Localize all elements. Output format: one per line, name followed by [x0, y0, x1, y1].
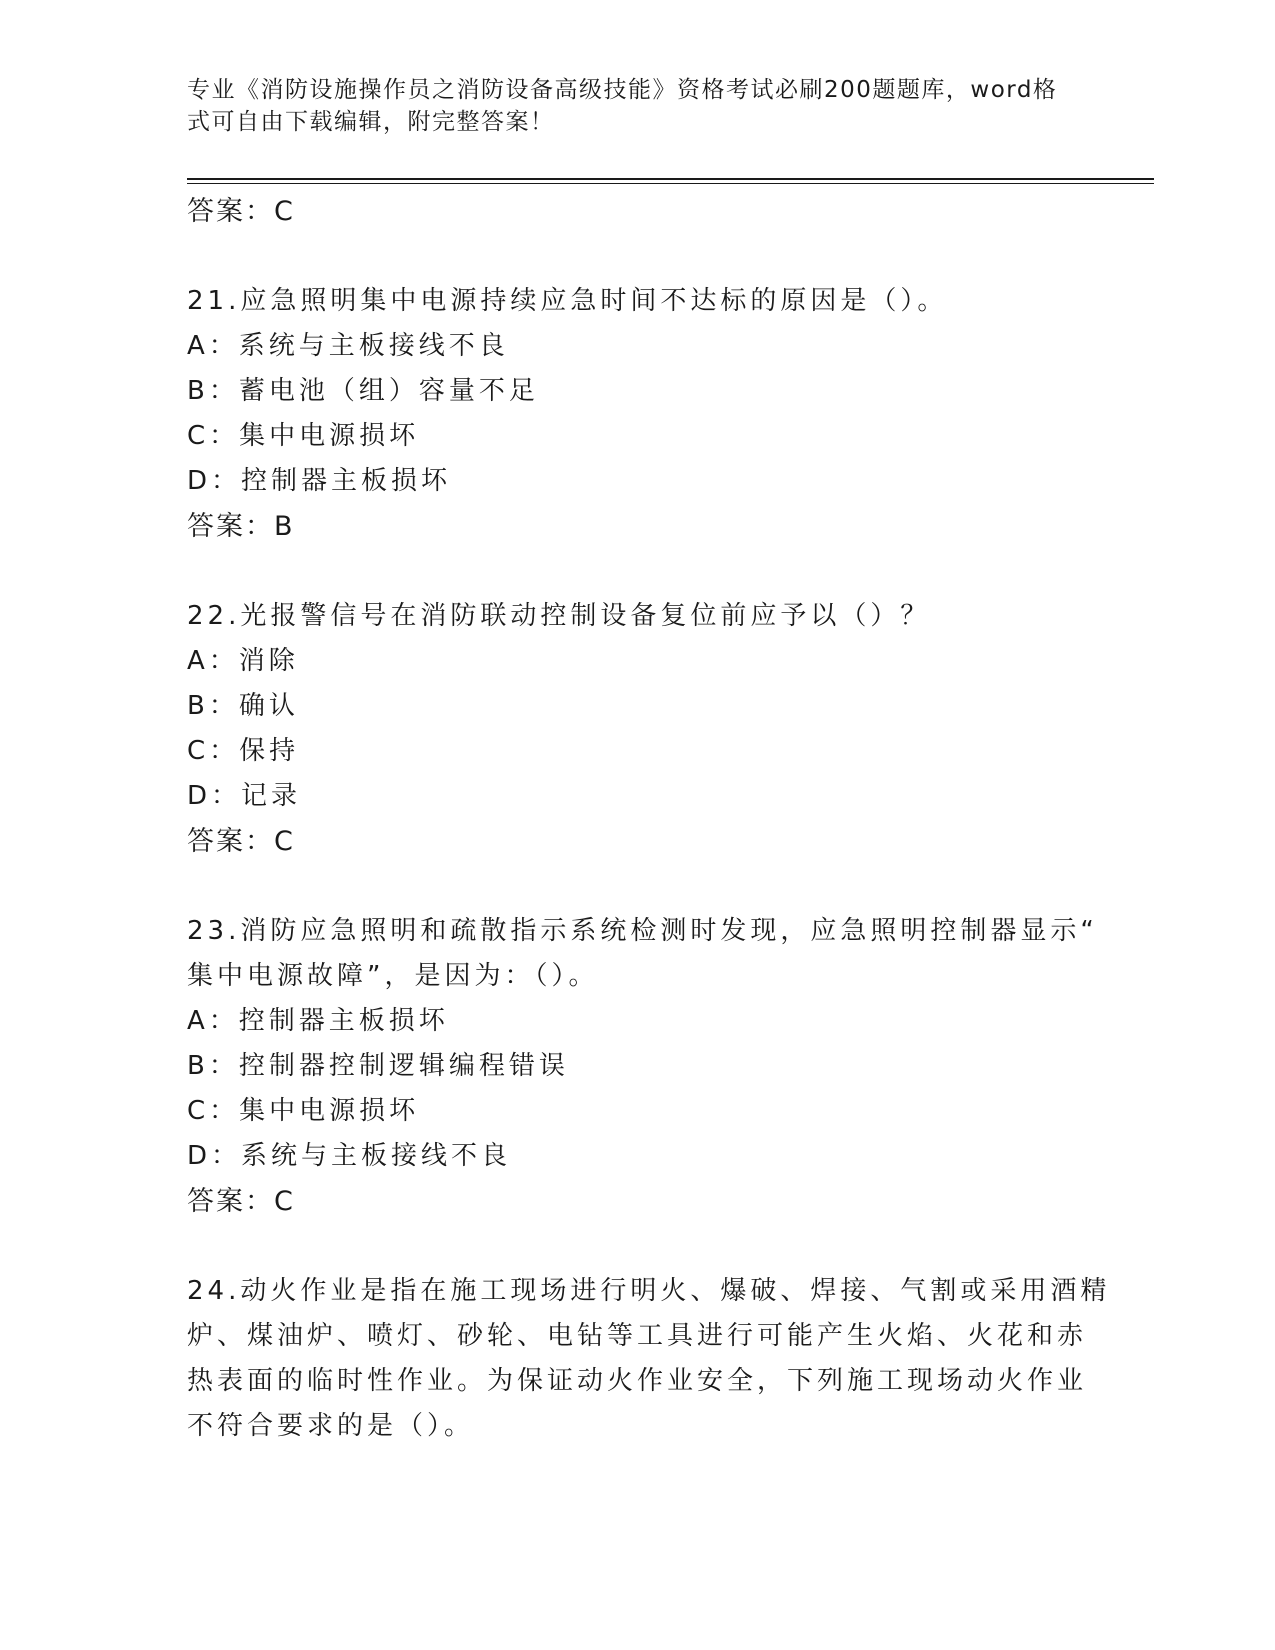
question-text: 22.光报警信号在消防联动控制设备复位前应予以（）？ [187, 601, 931, 631]
option-d: D：控制器主板损坏 [187, 466, 452, 496]
answer: 答案：C [187, 1186, 295, 1217]
answer: 答案：C [187, 826, 295, 857]
option-d: D：系统与主板接线不良 [187, 1141, 512, 1171]
option-a: A：消除 [187, 646, 299, 676]
previous-answer: 答案：C [187, 196, 295, 227]
option-c: C：集中电源损坏 [187, 1096, 420, 1126]
option-b: B：控制器控制逻辑编程错误 [187, 1051, 569, 1081]
option-b: B：蓄电池（组）容量不足 [187, 376, 539, 406]
option-c: C：保持 [187, 736, 300, 766]
header-line-2: 式可自由下载编辑，附完整答案！ [187, 109, 555, 135]
spacer [187, 1224, 1067, 1269]
spacer [187, 549, 1067, 594]
header-rule-thin [187, 183, 1154, 184]
answer: 答案：B [187, 511, 295, 542]
question-text-line-2: 炉、煤油炉、喷灯、砂轮、电钻等工具进行可能产生火焰、火花和赤 [187, 1321, 1088, 1351]
question-text-line-3: 热表面的临时性作业。为保证动火作业安全，下列施工现场动火作业 [187, 1366, 1088, 1396]
question-text-line-1: 24.动火作业是指在施工现场进行明火、爆破、焊接、气割或采用酒精 [187, 1276, 1111, 1306]
question-22 [187, 594, 1067, 864]
header-line-1: 专业《消防设施操作员之消防设备高级技能》资格考试必刷200题题库，word格 [187, 77, 1058, 103]
question-text-line-2: 集中电源故障”，是因为：（）。 [187, 961, 599, 991]
question-23 [187, 909, 1098, 1224]
question-text-line-4: 不符合要求的是（）。 [187, 1411, 475, 1441]
spacer [187, 234, 1067, 279]
document-body [187, 189, 1111, 1449]
question-24 [187, 1269, 1111, 1449]
question-21 [187, 279, 1067, 549]
option-b: B：确认 [187, 691, 299, 721]
spacer [187, 864, 1067, 909]
question-text-line-1: 23.消防应急照明和疏散指示系统检测时发现，应急照明控制器显示“ [187, 916, 1098, 946]
option-c: C：集中电源损坏 [187, 421, 420, 451]
question-text: 21.应急照明集中电源持续应急时间不达标的原因是（）。 [187, 286, 948, 316]
option-d: D：记录 [187, 781, 302, 811]
document-header [187, 74, 1067, 138]
option-a: A：系统与主板接线不良 [187, 331, 509, 361]
header-rule-thick [187, 178, 1154, 180]
option-a: A：控制器主板损坏 [187, 1006, 449, 1036]
